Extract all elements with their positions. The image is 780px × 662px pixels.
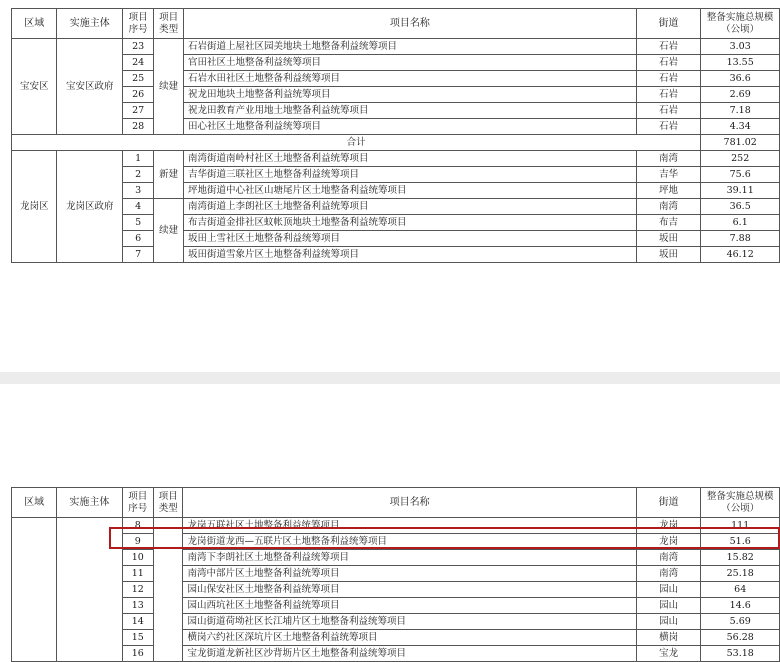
- page-separator: [0, 372, 780, 384]
- table-row: [12, 71, 780, 87]
- scale-cell: 7.18: [701, 103, 780, 119]
- scale-cell: 25.18: [701, 566, 780, 582]
- name-cell: 南湾街道南岭村社区土地整备利益统筹项目: [184, 151, 637, 167]
- seq-cell: 8: [122, 518, 153, 534]
- header-type: [154, 9, 184, 39]
- total-value: 781.02: [701, 135, 780, 151]
- name-cell: 石岩街道上屋社区园美地块土地整备利益统筹项目: [184, 39, 637, 55]
- entity-cell: 龙岗区政府: [57, 151, 122, 263]
- seq-cell: 25: [122, 71, 153, 87]
- name-cell: 南湾下李朗社区土地整备利益统筹项目: [183, 550, 636, 566]
- name-cell: 南湾中部片区土地整备利益统筹项目: [183, 566, 636, 582]
- table-row: [12, 167, 780, 183]
- project-table-page-1: [11, 8, 780, 263]
- seq-cell: 4: [122, 199, 153, 215]
- seq-cell: 11: [122, 566, 153, 582]
- header-street: 街道: [636, 488, 701, 518]
- scale-cell: 64: [701, 582, 780, 598]
- name-cell: 石岩水田社区土地整备利益统筹项目: [184, 71, 637, 87]
- street-cell: 宝龙: [636, 646, 701, 662]
- street-cell: 吉华: [636, 167, 701, 183]
- header-type-text: 项目 类型: [159, 11, 179, 35]
- seq-cell: 27: [122, 103, 153, 119]
- scale-cell: 6.1: [701, 215, 780, 231]
- seq-cell: 2: [122, 167, 153, 183]
- scale-cell: 51.6: [701, 534, 780, 550]
- street-cell: 石岩: [636, 71, 701, 87]
- seq-cell: 14: [122, 614, 153, 630]
- scale-cell: 13.55: [701, 55, 780, 71]
- table-row: [12, 55, 780, 71]
- seq-cell: 13: [122, 598, 153, 614]
- scale-cell: 46.12: [701, 247, 780, 263]
- table-row: [12, 103, 780, 119]
- seq-cell: 3: [122, 183, 153, 199]
- street-cell: 横岗: [636, 630, 701, 646]
- seq-cell: 24: [122, 55, 153, 71]
- table-row: [12, 582, 780, 598]
- header-type: [154, 488, 183, 518]
- total-row: [12, 135, 780, 151]
- header-seq: [122, 488, 153, 518]
- header-scale: [701, 9, 780, 39]
- street-cell: 石岩: [636, 119, 701, 135]
- table-row: [12, 199, 780, 215]
- name-cell: 祝龙田地块土地整备利益统筹项目: [184, 87, 637, 103]
- header-name: 项目名称: [184, 9, 637, 39]
- table-row: [12, 183, 780, 199]
- table-row: [12, 646, 780, 662]
- name-cell: 官田社区土地整备利益统筹项目: [184, 55, 637, 71]
- street-cell: 石岩: [636, 39, 701, 55]
- table-row: [12, 151, 780, 167]
- table-row: [12, 614, 780, 630]
- street-cell: 园山: [636, 582, 701, 598]
- name-cell: 园山西坑社区土地整备利益统筹项目: [183, 598, 636, 614]
- name-cell: 坂田街道雪象片区土地整备利益统筹项目: [184, 247, 637, 263]
- street-cell: 南湾: [636, 151, 701, 167]
- street-cell: 石岩: [636, 55, 701, 71]
- seq-cell: 9: [122, 534, 153, 550]
- name-cell: 坂田上雪社区土地整备利益统筹项目: [184, 231, 637, 247]
- street-cell: 坂田: [636, 231, 701, 247]
- scale-cell: 75.6: [701, 167, 780, 183]
- seq-cell: 26: [122, 87, 153, 103]
- header-scale-text: 整备实施总规模 （公顷）: [706, 490, 774, 514]
- type-cell: 续建: [154, 199, 184, 263]
- table-row: [12, 247, 780, 263]
- street-cell: 园山: [636, 614, 701, 630]
- header-type-text: 项目 类型: [158, 490, 178, 514]
- seq-cell: 6: [122, 231, 153, 247]
- name-cell: 龙岗街道龙西—五联片区土地整备利益统筹项目: [183, 534, 636, 550]
- type-cell: 续建: [154, 39, 184, 135]
- region-cell: 龙岗区: [12, 151, 57, 263]
- street-cell: 坪地: [636, 183, 701, 199]
- name-cell: 吉华街道三联社区土地整备利益统筹项目: [184, 167, 637, 183]
- scale-cell: 36.5: [701, 199, 780, 215]
- scale-cell: 2.69: [701, 87, 780, 103]
- name-cell: 祝龙田教育产业用地土地整备利益统筹项目: [184, 103, 637, 119]
- region-cell: [12, 518, 57, 662]
- scale-cell: 15.82: [701, 550, 780, 566]
- name-cell: 南湾街道上李朗社区土地整备利益统筹项目: [184, 199, 637, 215]
- seq-cell: 12: [122, 582, 153, 598]
- name-cell: 布吉街道金排社区蚊帐顶地块土地整备利益统筹项目: [184, 215, 637, 231]
- total-label: 合计: [12, 135, 701, 151]
- table-row: [12, 119, 780, 135]
- street-cell: 石岩: [636, 103, 701, 119]
- street-cell: 布吉: [636, 215, 701, 231]
- header-entity: 实施主体: [57, 488, 122, 518]
- header-seq-text: 项目 序号: [128, 490, 148, 514]
- street-cell: 南湾: [636, 566, 701, 582]
- table-row: [12, 87, 780, 103]
- name-cell: 坪地街道中心社区山塘尾片区土地整备利益统筹项目: [184, 183, 637, 199]
- scale-cell: 111: [701, 518, 780, 534]
- street-cell: 南湾: [636, 199, 701, 215]
- header-entity: 实施主体: [57, 9, 122, 39]
- type-cell: 新建: [154, 151, 184, 199]
- header-seq-text: 项目 序号: [128, 11, 148, 35]
- table-row: [12, 215, 780, 231]
- header-name: 项目名称: [183, 488, 636, 518]
- header-region: 区域: [12, 9, 57, 39]
- header-street: 街道: [636, 9, 701, 39]
- scale-cell: 53.18: [701, 646, 780, 662]
- name-cell: 横岗六约社区深坑片区土地整备利益统筹项目: [183, 630, 636, 646]
- table-header-row: [12, 9, 780, 39]
- name-cell: 宝龙街道龙新社区沙背坜片区土地整备利益统筹项目: [183, 646, 636, 662]
- seq-cell: 1: [122, 151, 153, 167]
- table-row: [12, 566, 780, 582]
- entity-cell: 宝安区政府: [57, 39, 122, 135]
- seq-cell: 28: [122, 119, 153, 135]
- table-row: [12, 231, 780, 247]
- table-row: [12, 598, 780, 614]
- header-seq: [122, 9, 153, 39]
- scale-cell: 36.6: [701, 71, 780, 87]
- scale-cell: 14.6: [701, 598, 780, 614]
- seq-cell: 10: [122, 550, 153, 566]
- street-cell: 南湾: [636, 550, 701, 566]
- scale-cell: 3.03: [701, 39, 780, 55]
- table-row: [12, 550, 780, 566]
- street-cell: 园山: [636, 598, 701, 614]
- name-cell: 龙岗五联社区土地整备利益统筹项目: [183, 518, 636, 534]
- header-region: 区域: [12, 488, 57, 518]
- name-cell: 田心社区土地整备利益统筹项目: [184, 119, 637, 135]
- scale-cell: 39.11: [701, 183, 780, 199]
- street-cell: 石岩: [636, 87, 701, 103]
- region-cell: 宝安区: [12, 39, 57, 135]
- seq-cell: 5: [122, 215, 153, 231]
- street-cell: 龙岗: [636, 534, 701, 550]
- table-row: [12, 39, 780, 55]
- scale-cell: 7.88: [701, 231, 780, 247]
- table-header-row: [12, 488, 780, 518]
- street-cell: 坂田: [636, 247, 701, 263]
- table-row: [12, 630, 780, 646]
- name-cell: 园山街道荷坳社区长江埔片区土地整备利益统筹项目: [183, 614, 636, 630]
- seq-cell: 15: [122, 630, 153, 646]
- project-table-page-2: [11, 487, 780, 662]
- scale-cell: 252: [701, 151, 780, 167]
- street-cell: 龙岗: [636, 518, 701, 534]
- header-scale: [701, 488, 780, 518]
- header-scale-text: 整备实施总规模 （公顷）: [706, 11, 774, 35]
- seq-cell: 7: [122, 247, 153, 263]
- scale-cell: 56.28: [701, 630, 780, 646]
- seq-cell: 16: [122, 646, 153, 662]
- name-cell: 园山保安社区土地整备利益统筹项目: [183, 582, 636, 598]
- document-page-2: [0, 384, 780, 660]
- scale-cell: 5.69: [701, 614, 780, 630]
- seq-cell: 23: [122, 39, 153, 55]
- scale-cell: 4.34: [701, 119, 780, 135]
- highlight-box: [109, 527, 780, 549]
